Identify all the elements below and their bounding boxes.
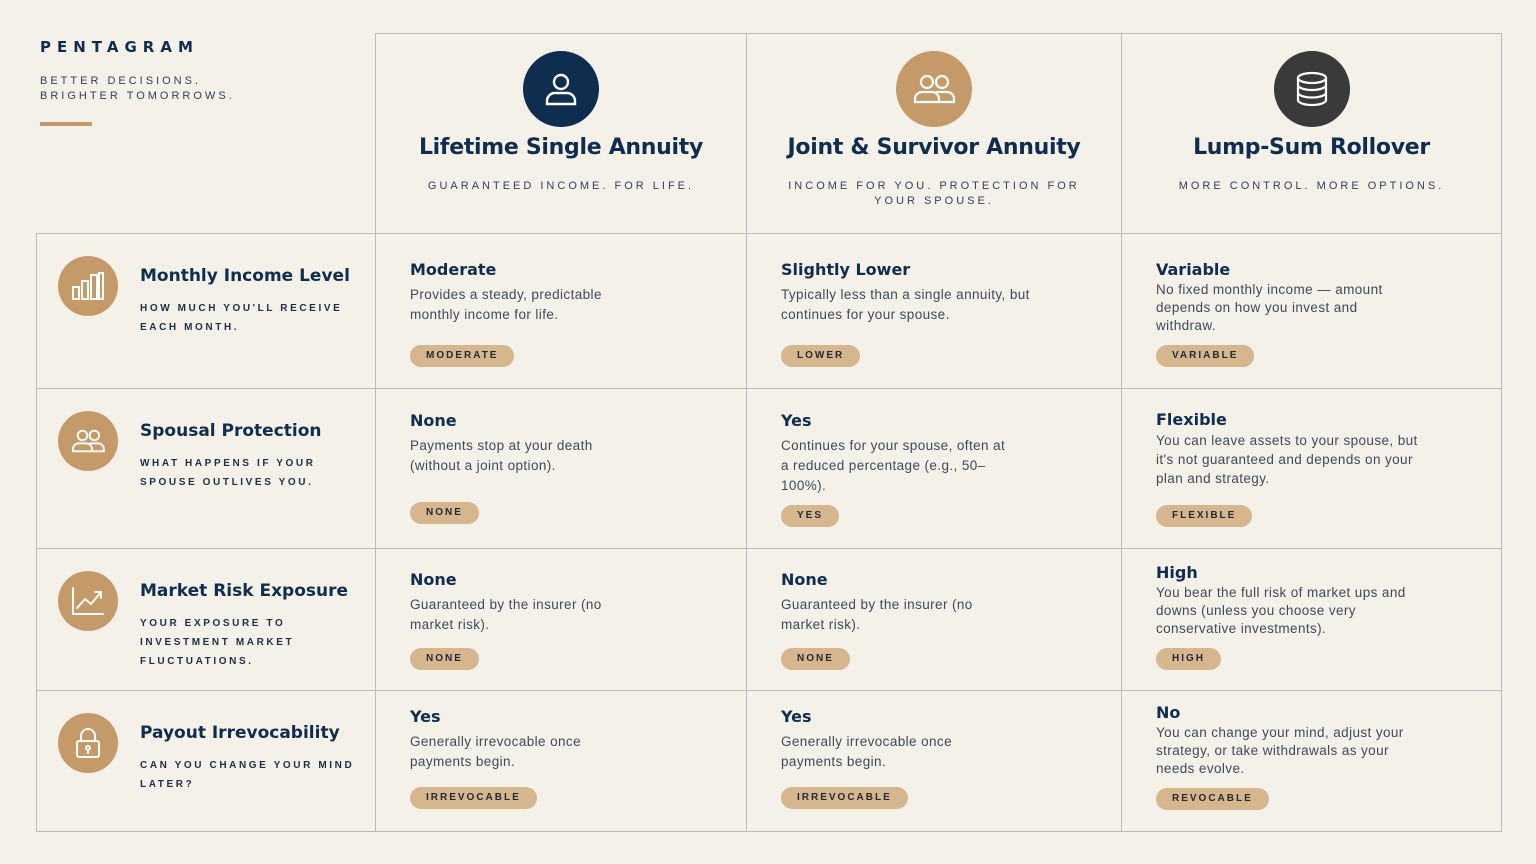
- cell-description: Generally irrevocable once payments begin.: [410, 734, 581, 769]
- table-cell: [376, 389, 747, 549]
- cell-content: [1156, 703, 1477, 778]
- status-badge: NONE: [410, 648, 479, 670]
- status-badge: NONE: [410, 502, 479, 524]
- cell-description: Generally irrevocable once payments begin.: [781, 734, 952, 769]
- cell-description: No fixed monthly income — amount depends on how you invest and withdraw.: [1156, 282, 1383, 333]
- table-cell: [376, 234, 747, 389]
- column-title: Lifetime Single Annuity: [418, 135, 704, 160]
- status-badge: IRREVOCABLE: [410, 787, 537, 809]
- row-subtitle: HOW MUCH YOU'LL RECEIVE EACH MONTH.: [140, 303, 343, 333]
- cell-title: Variable: [1156, 260, 1231, 279]
- cell-description: Guaranteed by the insurer (no market risk).: [781, 597, 973, 632]
- brand-name: PENTAGRAM: [40, 38, 199, 56]
- status-badge: VARIABLE: [1156, 345, 1254, 367]
- column-subtitle: MORE CONTROL. MORE OPTIONS.: [1178, 180, 1445, 192]
- cell-content: [1156, 260, 1477, 335]
- row-subtitle: CAN YOU CHANGE YOUR MIND LATER?: [140, 760, 355, 790]
- status-badge: LOWER: [781, 345, 860, 367]
- cell-title: High: [1156, 563, 1198, 582]
- table-cell: [376, 691, 747, 832]
- cell-title: Yes: [410, 707, 441, 726]
- status-badge: NONE: [781, 648, 850, 670]
- row-title: Market Risk Exposure: [140, 581, 349, 601]
- cell-content: [410, 411, 722, 476]
- table-cell: [747, 389, 1122, 549]
- table-cell: [1122, 389, 1502, 549]
- comparison-table: [36, 33, 1502, 832]
- table-cell: [376, 549, 747, 691]
- person-icon: [523, 51, 599, 127]
- cell-content: [410, 260, 722, 325]
- cell-content: [781, 570, 1097, 635]
- cell-title: Slightly Lower: [781, 260, 911, 279]
- table-cell: [1122, 549, 1502, 691]
- row-label-spousal-protection: [36, 389, 376, 549]
- status-badge: IRREVOCABLE: [781, 787, 908, 809]
- cell-title: Moderate: [410, 260, 497, 279]
- table-cell: [747, 234, 1122, 389]
- cell-content: [410, 570, 722, 635]
- brand-tagline-line-1: BETTER DECISIONS.: [40, 75, 202, 87]
- status-badge: FLEXIBLE: [1156, 505, 1252, 527]
- row-label-monthly-income: [36, 234, 376, 389]
- column-title: Joint & Survivor Annuity: [787, 135, 1081, 160]
- status-badge: HIGH: [1156, 648, 1221, 670]
- column-subtitle: INCOME FOR YOU. PROTECTION FOR YOUR SPOUSE.: [788, 180, 1080, 207]
- cell-description: Payments stop at your death (without a joint option).: [410, 438, 593, 473]
- status-badge: REVOCABLE: [1156, 788, 1269, 810]
- row-label-payout-irrevocability: [36, 691, 376, 832]
- cell-description: Typically less than a single annuity, but continues for your spouse.: [781, 287, 1030, 322]
- status-badge: YES: [781, 505, 839, 527]
- lock-icon: [58, 713, 118, 773]
- cell-title: Yes: [781, 411, 812, 430]
- database-icon: [1274, 51, 1350, 127]
- status-badge: MODERATE: [410, 345, 514, 367]
- table-cell: [1122, 234, 1502, 389]
- row-subtitle: YOUR EXPOSURE TO INVESTMENT MARKET FLUCTUATIONS.: [140, 618, 295, 667]
- cell-title: None: [410, 411, 457, 430]
- cell-content: [410, 707, 722, 772]
- cell-description: You can leave assets to your spouse, but it's not guaranteed and depends on your plan and strategy.: [1156, 433, 1418, 486]
- row-subtitle: WHAT HAPPENS IF YOUR SPOUSE OUTLIVES YOU.: [140, 458, 316, 488]
- row-title: Monthly Income Level: [140, 266, 350, 286]
- couple-icon: [58, 411, 118, 471]
- column-header-lifetime-single: [376, 33, 747, 234]
- cell-content: [1156, 563, 1477, 638]
- cell-content: [1156, 410, 1477, 488]
- cell-title: Flexible: [1156, 410, 1227, 429]
- couple-icon: [896, 51, 972, 127]
- cell-title: None: [410, 570, 457, 589]
- cell-title: No: [1156, 703, 1181, 722]
- trend-chart-icon: [58, 571, 118, 631]
- column-header-joint-survivor: [747, 33, 1122, 234]
- cell-title: None: [781, 570, 828, 589]
- column-title: Lump-Sum Rollover: [1193, 135, 1430, 160]
- table-corner: [36, 33, 376, 234]
- cell-content: [781, 411, 1097, 496]
- cell-description: Continues for your spouse, often at a reduced percentage (e.g., 50–100%).: [781, 438, 1006, 493]
- cell-content: [781, 707, 1097, 772]
- column-header-lump-sum: [1122, 33, 1502, 234]
- table-cell: [747, 549, 1122, 691]
- bar-chart-icon: [58, 256, 118, 316]
- cell-description: You bear the full risk of market ups and downs (unless you choose very conservative investments).: [1156, 585, 1406, 636]
- row-label-market-risk: [36, 549, 376, 691]
- cell-description: Provides a steady, predictable monthly income for life.: [410, 287, 602, 322]
- cell-title: Yes: [781, 707, 812, 726]
- brand-tagline-line-2: BRIGHTER TOMORROWS.: [40, 90, 235, 102]
- cell-description: You can change your mind, adjust your strategy, or take withdrawals as your needs evolve.: [1156, 725, 1404, 776]
- table-cell: [1122, 691, 1502, 832]
- row-title: Payout Irrevocability: [140, 723, 340, 743]
- column-subtitle: GUARANTEED INCOME. FOR LIFE.: [427, 180, 695, 192]
- table-cell: [747, 691, 1122, 832]
- cell-content: [781, 260, 1097, 325]
- row-title: Spousal Protection: [140, 421, 322, 441]
- cell-description: Guaranteed by the insurer (no market risk).: [410, 597, 602, 632]
